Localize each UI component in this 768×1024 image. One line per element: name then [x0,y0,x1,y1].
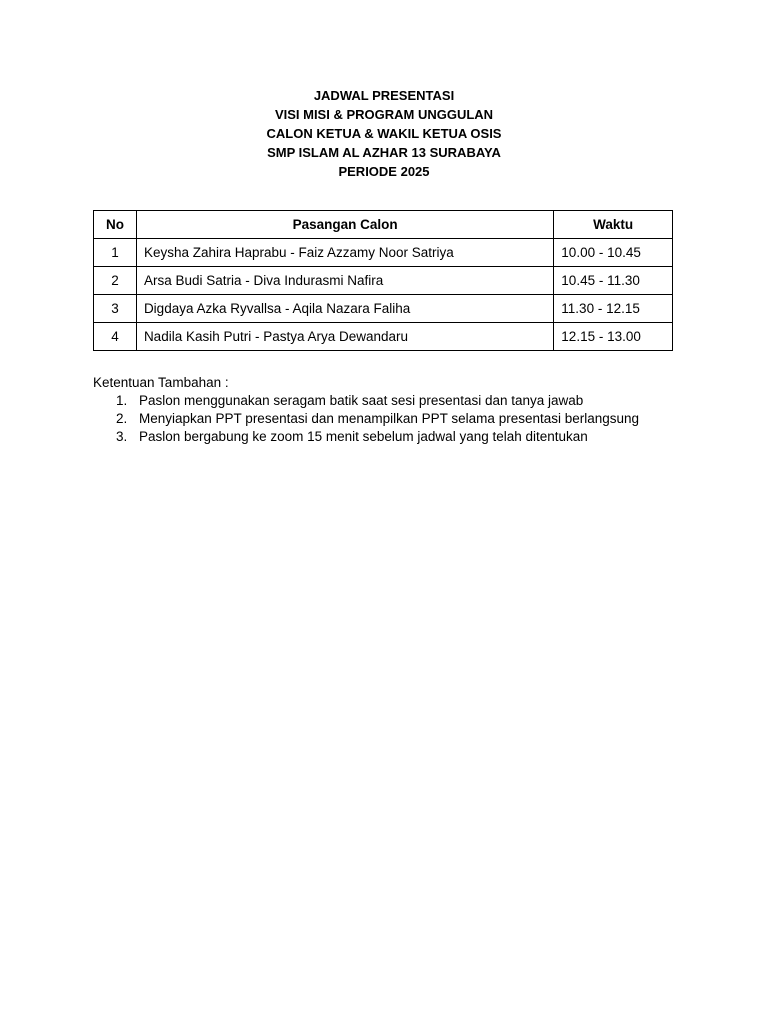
schedule-table [93,210,673,351]
list-item [93,428,713,446]
additional-notes [93,373,713,446]
header-candidate-pair: Pasangan Calon [136,211,553,239]
table-row [94,295,673,323]
list-text: Paslon bergabung ke zoom 15 menit sebelum jadwal yang telah ditentukan [139,429,588,444]
header-no: No [94,211,137,239]
list-item [93,392,713,410]
row-number: 1 [94,239,137,267]
title-line: PERIODE 2025 [338,164,430,179]
title-line: JADWAL PRESENTASI [313,88,455,103]
list-text: Menyiapkan PPT presentasi dan menampilkan PPT selama presentasi berlangsung [139,411,640,426]
list-number: 1. [116,393,128,408]
candidate-pair: Nadila Kasih Putri - Pastya Arya Dewandaru [136,323,553,351]
notes-heading: Ketentuan Tambahan : [93,375,229,390]
notes-list [93,392,713,446]
title-line: SMP ISLAM AL AZHAR 13 SURABAYA [267,145,501,160]
row-number: 4 [94,323,137,351]
time-slot: 11.30 - 12.15 [554,295,673,323]
row-number: 3 [94,295,137,323]
time-slot: 10.45 - 11.30 [554,267,673,295]
table-header-row [94,211,673,239]
list-text: Paslon menggunakan seragam batik saat sesi presentasi dan tanya jawab [139,393,584,408]
title-line: CALON KETUA & WAKIL KETUA OSIS [266,126,502,141]
row-number: 2 [94,267,137,295]
list-item [93,410,713,428]
table-row [94,323,673,351]
time-slot: 10.00 - 10.45 [554,239,673,267]
list-number: 3. [116,429,128,444]
header-time: Waktu [554,211,673,239]
document-title [0,86,768,181]
list-number: 2. [116,411,128,426]
table-row [94,267,673,295]
title-line: VISI MISI & PROGRAM UNGGULAN [274,107,494,122]
candidate-pair: Keysha Zahira Haprabu - Faiz Azzamy Noor Satriya [136,239,553,267]
time-slot: 12.15 - 13.00 [554,323,673,351]
candidate-pair: Digdaya Azka Ryvallsa - Aqila Nazara Faliha [136,295,553,323]
table-row [94,239,673,267]
candidate-pair: Arsa Budi Satria - Diva Indurasmi Nafira [136,267,553,295]
